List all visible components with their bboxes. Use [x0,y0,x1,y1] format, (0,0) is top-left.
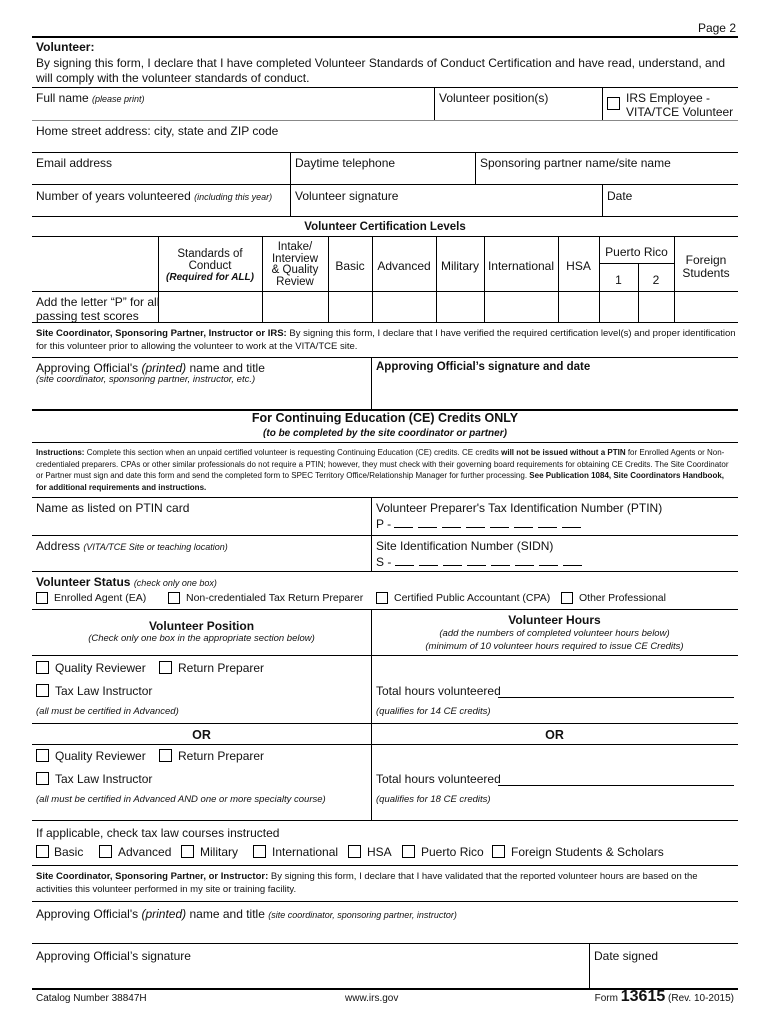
volunteer-position-label: Volunteer position(s) [439,91,549,105]
puerto-rico-2-header: 2 [652,273,660,287]
advanced-header: Advanced [377,259,431,273]
site-coordinator-statement: Site Coordinator, Sponsoring Partner, Instructor or IRS: By signing this form, I declare that I have verified the required certification level(s) and proper identification for this volunteer prior to allowing the volunteer to work at the VITA/TCE site. [36,328,736,352]
course-international-label: International [272,845,339,859]
course-advanced-checkbox[interactable] [99,845,112,858]
volunteer-hours-title: Volunteer Hours [508,613,601,627]
tax-law-instructor-b-checkbox[interactable] [36,772,49,785]
return-preparer-a-checkbox[interactable] [159,661,172,674]
approving-official-signature-label-2: Approving Official’s signature [36,949,191,963]
course-foreign-students-label: Foreign Students & Scholars [511,845,664,859]
course-military-checkbox[interactable] [181,845,194,858]
return-preparer-b-label: Return Preparer [178,749,265,763]
puerto-rico-1-header: 1 [615,273,622,287]
website: www.irs.gov [345,993,399,1004]
status-non-credentialed-label: Non-credentialed Tax Return Preparer [186,592,364,604]
home-address-label: Home street address: city, state and ZIP code [36,124,279,138]
status-non-credentialed-checkbox[interactable] [168,592,180,604]
catalog-number: Catalog Number 38847H [36,993,147,1004]
form-page [32,0,738,1024]
volunteer-position-title: Volunteer Position [148,619,255,633]
ce-title: For Continuing Education (CE) Credits ONLY [251,411,519,425]
quality-reviewer-b-label: Quality Reviewer [55,749,146,763]
email-label: Email address [36,156,113,170]
volunteer-heading: Volunteer: [36,40,95,54]
total-hours-b-line[interactable] [498,785,734,786]
irs-employee-label: IRS Employee - VITA/TCE Volunteer [626,91,734,119]
ptin-label: Volunteer Preparer's Tax Identification Number (PTIN) [376,501,663,515]
volunteer-declaration: By signing this form, I declare that I have completed Volunteer Standards of Conduct Certification and have read, understand, and will comply with the volunteer standards of conduct. [36,56,726,85]
return-preparer-b-checkbox[interactable] [159,749,172,762]
status-other-checkbox[interactable] [561,592,573,604]
or-left: OR [192,728,211,742]
sponsor-label: Sponsoring partner name/site name [480,156,671,170]
volunteer-status-label: Volunteer Status (check only one box) [36,575,217,589]
approving-official-name-label-2: Approving Official's (printed) name and title (site coordinator, sponsoring partner, instructor) [36,907,457,921]
international-header: International [487,259,555,273]
tax-law-instructor-b-label: Tax Law Instructor [55,772,153,786]
page-number: Page 2 [697,21,736,35]
quality-reviewer-b-checkbox[interactable] [36,749,49,762]
basic-header: Basic [335,259,365,273]
irs-employee-checkbox[interactable] [607,97,620,110]
puerto-rico-header: Puerto Rico [605,245,668,259]
years-label: Number of years volunteered (including this year) [36,189,273,203]
hsa-header: HSA [566,259,591,273]
sidn-label: Site Identification Number (SIDN) [376,539,554,553]
standards-header: Standards of Conduct (Required for ALL) [166,248,254,283]
total-hours-b-label: Total hours volunteered [376,772,501,786]
ptin-name-label: Name as listed on PTIN card [36,501,190,515]
military-header: Military [441,259,479,273]
approving-official-name-hint: (site coordinator, sponsoring partner, instructor, etc.) [36,374,256,385]
qualifies-18-note: (qualifies for 18 CE credits) [376,794,491,805]
site-coordinator-hours-statement: Site Coordinator, Sponsoring Partner, or Instructor: By signing this form, I declare that I have validated that the reported volunteer hours are based on the activities this volunteer performed in my site or training facility. [36,871,698,895]
return-preparer-a-label: Return Preparer [178,661,265,675]
sidn-entry[interactable]: S - [376,555,587,569]
address-label: Address (VITA/TCE Site or teaching location) [36,539,228,553]
certification-title: Volunteer Certification Levels [304,221,466,233]
course-hsa-label: HSA [367,845,392,859]
course-foreign-students-checkbox[interactable] [492,845,505,858]
date-signed-label: Date signed [594,949,659,963]
total-hours-a-label: Total hours volunteered [376,684,501,698]
phone-label: Daytime telephone [295,156,396,170]
passing-scores-label: Add the letter “P” for all passing test scores [36,295,160,323]
qualifies-14-note: (qualifies for 14 CE credits) [376,706,491,717]
cert-note-advanced: (all must be certified in Advanced) [36,706,179,717]
courses-label: If applicable, check tax law courses instructed [36,826,280,840]
ce-instructions: Instructions: Complete this section when an unpaid certified volunteer is requesting Continuing Education (CE) credits. CE credits will not be issued without a PTIN for Enrolled Agents or Non-credentialed preparers. CPAs or other similar professionals do not require a PTIN; however, they must check with their governing board requirements for obtaining CE Credits. The Site Coordinator or Partner must sign and date this form and send the completed form to SPEC Territory Office/Relationship Manager for further processing. See Publication 1084, Site Coordinators Handbook, for additional requirements and instructions. [36,448,729,492]
status-other-label: Other Professional [579,592,666,604]
total-hours-a-line[interactable] [498,697,734,698]
approving-official-name-label: Approving Official's (printed) name and title [36,361,265,375]
status-cpa-checkbox[interactable] [376,592,388,604]
course-basic-label: Basic [54,845,84,859]
form-identifier: Form 13615 (Rev. 10-2015) [594,988,734,1005]
volunteer-signature-label: Volunteer signature [295,189,399,203]
tax-law-instructor-a-label: Tax Law Instructor [55,684,153,698]
full-name-label: Full name (please print) [36,91,145,105]
intake-header: Intake/ Interview & Quality Review [271,241,319,288]
course-hsa-checkbox[interactable] [348,845,361,858]
course-puerto-rico-label: Puerto Rico [421,845,484,859]
ptin-entry[interactable]: P - [376,517,586,531]
status-ea-label: Enrolled Agent (EA) [54,592,147,604]
tax-law-instructor-a-checkbox[interactable] [36,684,49,697]
foreign-students-header: Foreign Students [682,253,730,280]
ce-subtitle: (to be completed by the site coordinator or partner) [263,428,507,439]
quality-reviewer-a-label: Quality Reviewer [55,661,146,675]
status-cpa-label: Certified Public Accountant (CPA) [394,592,551,604]
course-advanced-label: Advanced [118,845,172,859]
date-label: Date [607,189,633,203]
course-international-checkbox[interactable] [253,845,266,858]
approving-official-signature-label: Approving Official’s signature and date [376,361,591,373]
status-ea-checkbox[interactable] [36,592,48,604]
volunteer-position-hint: (Check only one box in the appropriate section below) [88,633,315,644]
cert-note-specialty: (all must be certified in Advanced AND one or more specialty course) [36,794,326,805]
course-puerto-rico-checkbox[interactable] [402,845,415,858]
quality-reviewer-a-checkbox[interactable] [36,661,49,674]
course-basic-checkbox[interactable] [36,845,49,858]
volunteer-hours-hint: (add the numbers of completed volunteer hours below) (minimum of 10 volunteer hours required to issue CE Credits) [425,628,684,652]
or-right: OR [545,728,564,742]
course-military-label: Military [200,845,238,859]
